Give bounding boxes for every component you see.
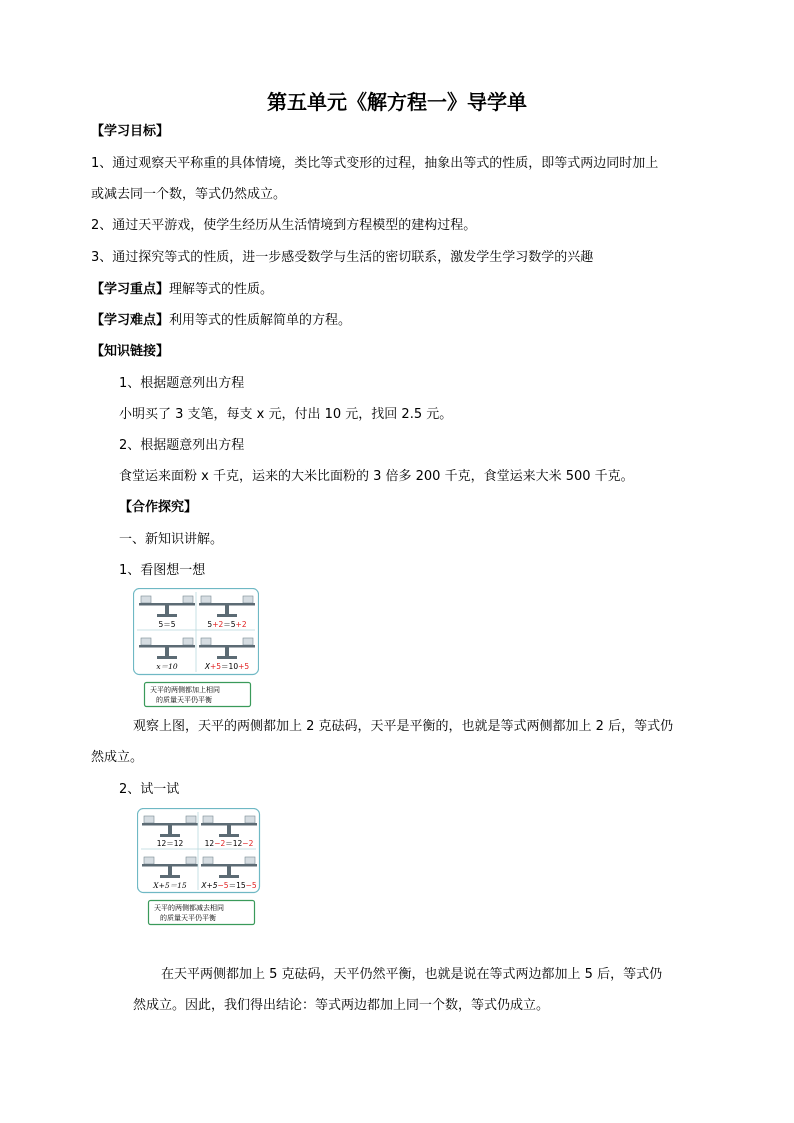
equation-4: X+5−5＝15−5 <box>201 881 257 890</box>
objectives-header: 【学习目标】 <box>91 124 170 139</box>
para2-line-1: 在天平两侧都加上 5 克砝码，天平仍然平衡，也就是说在等式两边都加上 5 后，等式仍 <box>161 967 663 982</box>
knowledge-link-header: 【知识链接】 <box>91 344 170 359</box>
difficulty <box>91 312 351 330</box>
cooperate-step2: 2、试一试 <box>119 782 180 797</box>
para1-line-2: 然成立。 <box>91 750 144 765</box>
knowledge-q2-text: 食堂运来面粉 x 千克，运来的大米比面粉的 3 倍多 200 千克，食堂运来大米 500 千克。 <box>119 469 634 484</box>
cooperate-step1: 1、看图想一想 <box>119 563 206 578</box>
equation-3: x＝10 <box>156 662 178 671</box>
key-point-text: 理解等式的性质。 <box>169 282 274 297</box>
equation-3: X+5＝15 <box>153 881 187 890</box>
para1-line-1: 观察上图，天平的两侧都加上 2 克砝码，天平是平衡的，也就是等式两侧都加上 2 后，等式仍 <box>133 719 674 734</box>
equation-1: 12＝12 <box>156 839 184 848</box>
para2-line-2: 然成立。因此，我们得出结论：等式两边都加上同一个数，等式仍成立。 <box>133 998 550 1013</box>
objective-3: 3、通过探究等式的性质，进一步感受数学与生活的密切联系，激发学生学习数学的兴趣 <box>91 250 594 265</box>
figure-caption-line-1: 天平的两侧都减去相同 <box>154 904 224 912</box>
balance-figure-add <box>133 588 259 708</box>
equation-4: X+5＝10+5 <box>204 662 250 671</box>
cooperate-part1: 一、新知识讲解。 <box>119 532 224 547</box>
objective-1-line-1: 1、通过观察天平称重的具体情境，类比等式变形的过程，抽象出等式的性质，即等式两边同时加上 <box>91 156 659 171</box>
figure-caption-line-2: 的质量天平仍平衡 <box>160 914 216 922</box>
figure-caption-line-1: 天平的两侧都加上相同 <box>150 686 220 694</box>
equation-1: 5＝5 <box>158 620 176 629</box>
knowledge-q1: 1、根据题意列出方程 <box>119 376 245 391</box>
difficulty-text: 利用等式的性质解简单的方程。 <box>169 313 352 328</box>
difficulty-label: 【学习难点】 <box>91 313 170 328</box>
cooperate-header: 【合作探究】 <box>119 500 198 515</box>
page-title: 第五单元《解方程一》导学单 <box>267 90 527 114</box>
knowledge-q1-text: 小明买了 3 支笔，每支 x 元，付出 10 元，找回 2.5 元。 <box>119 407 453 422</box>
equation-2: 5+2＝5+2 <box>207 620 247 629</box>
key-point <box>91 281 273 299</box>
objective-1-line-2: 或减去同一个数，等式仍然成立。 <box>91 187 287 202</box>
knowledge-q2: 2、根据题意列出方程 <box>119 438 245 453</box>
figure-panel <box>138 809 260 893</box>
objective-2: 2、通过天平游戏，使学生经历从生活情境到方程模型的建构过程。 <box>91 218 477 233</box>
key-point-label: 【学习重点】 <box>91 282 170 297</box>
figure-caption-line-2: 的质量天平仍平衡 <box>156 696 212 704</box>
balance-figure-subtract <box>137 808 261 928</box>
equation-2: 12−2＝12−2 <box>204 839 254 848</box>
